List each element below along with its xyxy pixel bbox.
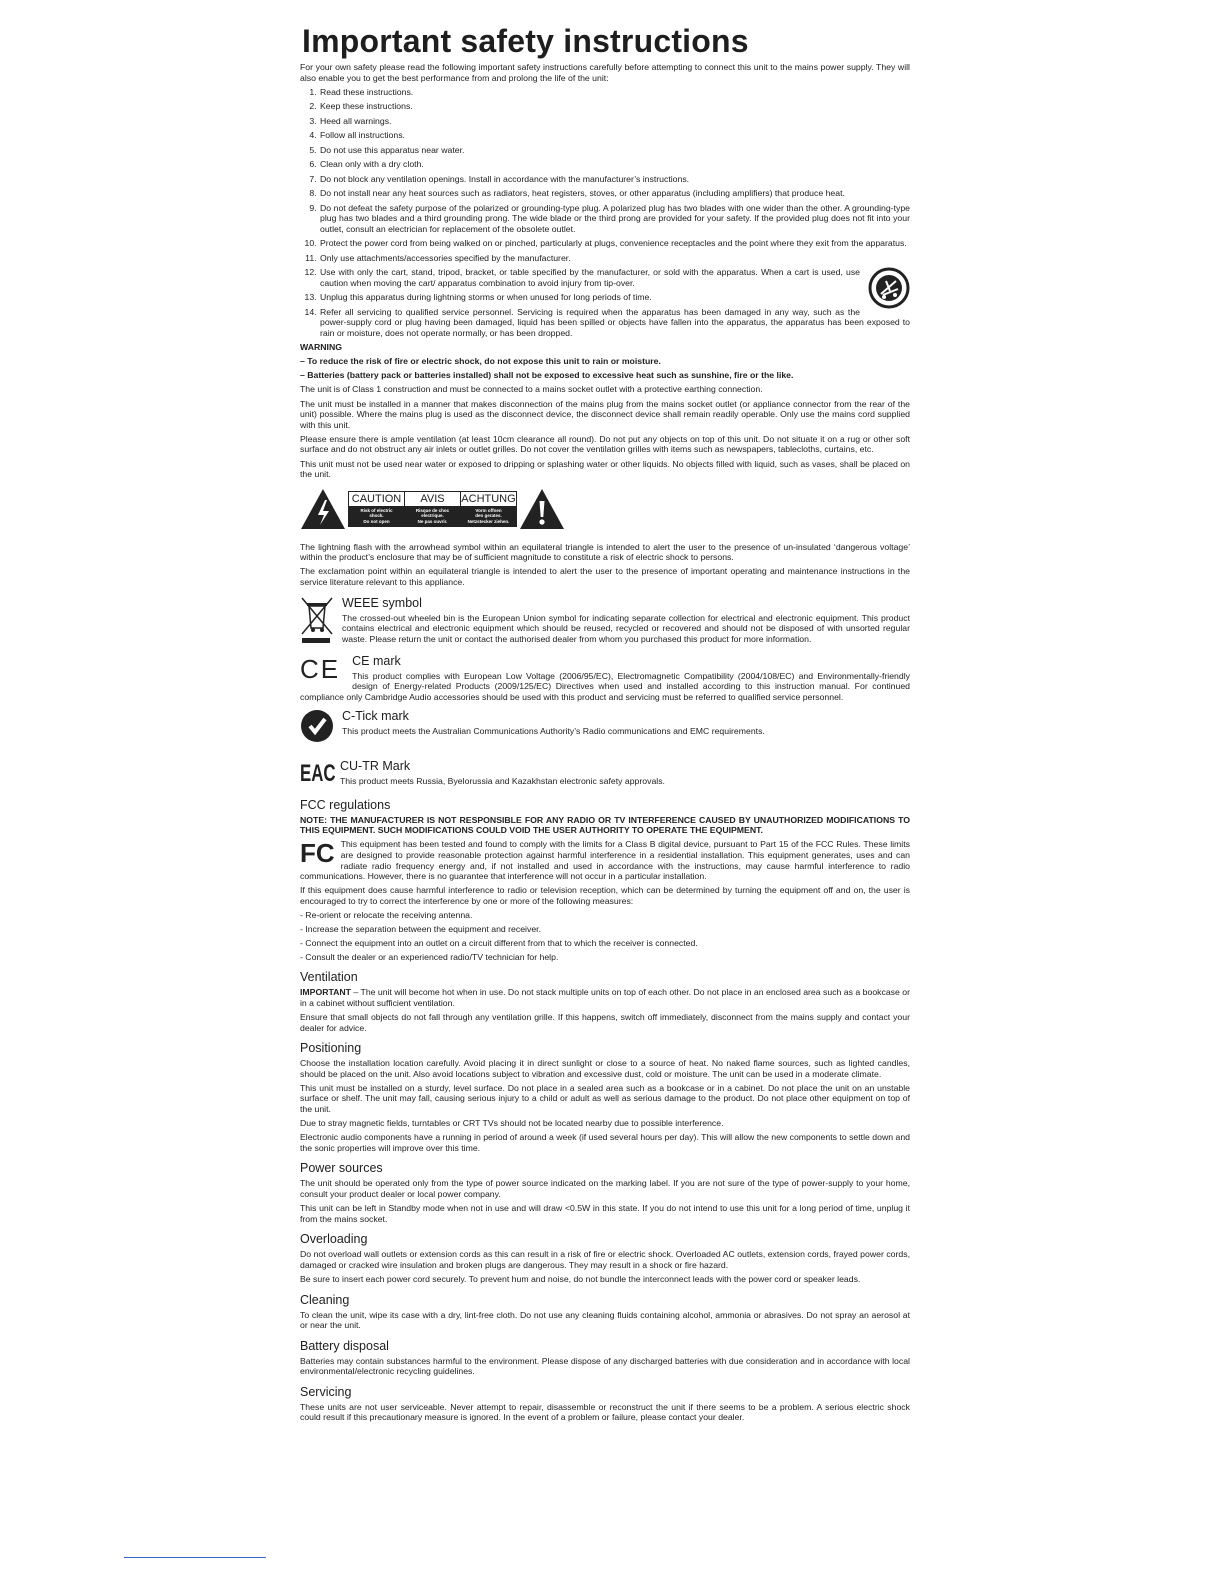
eac-mark-icon: EAC [300, 759, 336, 787]
lightning-triangle-icon [300, 488, 346, 530]
warning-item: – Batteries (battery pack or batteries installed) shall not be exposed to excessive heat such as sunshine, fire or the like. [300, 370, 794, 381]
symbol-paragraph: The lightning flash with the arrowhead symbol within an equilateral triangle is intended to alert the user to the presence of un-insulated ‘dangerous voltage’ within the product’s enclosure that may be of sufficient magnitude to constitute a risk of electric shock to persons. [300, 541, 910, 563]
fcc-title: FCC regulations [300, 797, 391, 812]
ctick-section [300, 709, 910, 743]
caution-sub: Vorm offnen den gerates. Netzstecker ziehen. [461, 506, 517, 526]
footer-link-underline [124, 1557, 266, 1558]
list-item: 10. Protect the power cord from being walked on or pinched, particularly at plugs, convenience receptacles and the point where they exit from the apparatus. [319, 238, 910, 249]
caution-header: CAUTION [349, 491, 405, 506]
list-item: 9. Do not defeat the safety purpose of the polarized or grounding-type plug. A polarized plug has two blades with one wider than the other. A grounding-type plug has two blades and a third grounding prong. The wide blade or the third prong are provided for your safety. If the provided plug does not fit into your outlet, consult an electrician for replacement of the obsolete outlet. [319, 203, 910, 235]
ctick-mark-icon [300, 709, 334, 743]
warning-paragraph: The unit must be installed in a manner that makes disconnection of the mains plug from the mains socket outlet (or appliance connector from the rear of the unit) possible. Where the mains plug is used as the disconnect device, the disconnect device shall remain readily operable. Only use the mains cord supplied with this unit. [300, 398, 910, 430]
cleaning-paragraph: To clean the unit, wipe its case with a dry, lint-free cloth. Do not use any cleaning fluids containing alcohol, ammonia or abrasives. Do not spray an aerosol at or near the unit. [300, 1309, 910, 1331]
servicing-paragraph: These units are not user serviceable. Never attempt to repair, disassemble or reconstruct the unit if there seems to be a problem. A serious electric shock could result if this precautionary measure is ignored. In the event of a problem or failure, please contact your dealer. [300, 1401, 910, 1423]
positioning-paragraph: Due to stray magnetic fields, turntables or CRT TVs should not be located nearby due to possible interference. [300, 1118, 724, 1129]
caution-sub: Risk of electric shock. Do not open [349, 506, 405, 526]
list-item: 3. Heed all warnings. [319, 116, 910, 127]
warning-heading: WARNING [300, 342, 342, 353]
list-item: 2. Keep these instructions. [319, 101, 910, 112]
weee-title: WEEE symbol [342, 595, 422, 610]
positioning-paragraph: Choose the installation location carefully. Avoid placing it in direct sunlight or close to a source of heat. No naked flame sources, such as lighted candles, should be placed on the unit. Also avoid locations subject to vibration and excessive dust, cold or moisture. The unit can be used in a moderate climate. [300, 1058, 910, 1079]
weee-bin-icon [300, 596, 334, 644]
ctick-text: This product meets the Australian Communications Authority’s Radio communications and EMC requirements. [342, 725, 765, 736]
fcc-paragraph: If this equipment does cause harmful interference to radio or television reception, which can be determined by turning the equipment off and on, the user is encouraged to try to correct the interference by one or more of the following measures: [300, 885, 910, 906]
fcc-logo-icon: FC [300, 838, 335, 869]
list-item: 6. Clean only with a dry cloth. [319, 159, 910, 170]
warning-item: – To reduce the risk of fire or electric shock, do not expose this unit to rain or moisture. [300, 356, 661, 367]
list-item: 5. Do not use this apparatus near water. [319, 145, 910, 156]
safety-document [300, 22, 910, 1427]
positioning-paragraph: Electronic audio components have a running in period of around a week (if used several hours per day). This will allow the new components to settle down and the sonic properties will improve over this time. [300, 1132, 910, 1153]
ce-text: This product complies with European Low Voltage (2006/95/EC), Electromagnetic Compatibility (2004/108/EC) and Environmentally-friendly design of Energy-related Products (2009/125/EC) Directives when used and installed according to this instruction manual. For continued compliance only Cambridge Audio accessories should be used with this product and servicing must be referred to qualified service personnel. [300, 670, 910, 703]
cutr-title: CU-TR Mark [340, 758, 411, 773]
exclamation-triangle-icon [519, 488, 565, 530]
caution-sub: Risque de choc electrique. Ne pas ouvrir. [405, 506, 461, 526]
caution-header: ACHTUNG [461, 492, 516, 505]
list-item [319, 267, 910, 288]
weee-section [300, 596, 910, 648]
power-paragraph: This unit can be left in Standby mode when not in use and will draw <0.5W in this state. If you do not intend to use this unit for a long period of time, unplug it from the mains socket. [300, 1203, 910, 1224]
overloading-paragraph: Do not overload wall outlets or extension cords as this can result in a risk of fire or electric shock. Overloaded AC outlets, extension cords, frayed power cords, damaged or cracked wire insulation and broken plugs are dangerous. They may result in a shock or fire hazard. [300, 1249, 910, 1270]
list-item: 1. Read these instructions. [319, 87, 910, 98]
list-item: 4. Follow all instructions. [319, 130, 910, 141]
ce-mark-icon: CE [300, 653, 341, 684]
battery-paragraph: Batteries may contain substances harmful to the environment. Please dispose of any discharged batteries with due consideration and in accordance with local environmental/electronic recycling guidelines. [300, 1355, 910, 1377]
ventilation-title: Ventilation [300, 970, 358, 985]
list-item: 14. Refer all servicing to qualified service personnel. Servicing is required when the apparatus has been damaged in any way, such as the power-supply cord or plug having been damaged, liquid has been spilled or objects have fallen into the apparatus, the apparatus has been exposed to rain or moisture, does not operate normally, or has been dropped. [319, 307, 910, 339]
ventilation-paragraph: IMPORTANT – The unit will become hot when in use. Do not stack multiple units on top of each other. Do not place in an enclosed area such as a bookcase or in a cabinet without sufficient ventilation. [300, 987, 910, 1008]
list-item-text: Use with only the cart, stand, tripod, bracket, or table specified by the manufacturer, or sold with the apparatus. When a cart is used, use caution when moving the cart/ apparatus combination to avoid injury from tip-over. [320, 267, 860, 288]
list-item: 13. Unplug this apparatus during lightning storms or when unused for long periods of time. [319, 292, 910, 303]
warning-paragraph: The unit is of Class 1 construction and must be connected to a mains socket outlet with a protective earthing connection. [300, 384, 763, 395]
fcc-paragraph: This equipment has been tested and found to comply with the limits for a Class B digital device, pursuant to Part 15 of the FCC Rules. These limits are designed to provide reasonable protection against harmful interference in a residential installation. This equipment generates, uses and can radiate radio frequency energy and, if not installed and used in accordance with the instructions, may cause harmful interference to radio communications. However, there is no guarantee that interference will not occur in a particular installation. [300, 839, 910, 882]
page-title: Important safety instructions [302, 23, 749, 59]
ce-title: CE mark [352, 653, 401, 668]
power-paragraph: The unit should be operated only from the type of power source indicated on the marking label. If you are not sure of the type of power-supply to your home, consult your product dealer or local power company. [300, 1178, 910, 1199]
fcc-measure: - Re-orient or relocate the receiving antenna. [300, 909, 473, 920]
cart-tipover-icon [868, 267, 910, 309]
positioning-title: Positioning [300, 1041, 362, 1056]
instruction-list [300, 87, 910, 339]
ce-section [300, 654, 910, 703]
weee-text: The crossed-out wheeled bin is the European Union symbol for indicating separate collection for electrical and electronic equipment. This product contains electrical and electronic equipment which should be reused, recycled or recovered and should not be disposed of with unsorted regular waste. Please return the unit or contact the authorised dealer from whom you purchased this product for more information. [342, 612, 910, 644]
fcc-body [300, 839, 910, 881]
cleaning-title: Cleaning [300, 1292, 350, 1307]
overloading-paragraph: Be sure to insert each power cord securely. To prevent hum and noise, do not bundle the interconnect leads with the power cord or speaker leads. [300, 1273, 861, 1284]
ctick-title: C-Tick mark [342, 708, 409, 723]
fcc-note: NOTE: THE MANUFACTURER IS NOT RESPONSIBLE FOR ANY RADIO OR TV INTERFERENCE CAUSED BY UNAUTHORIZED MODIFICATIONS TO THIS EQUIPMENT. SUCH MODIFICATIONS COULD VOID THE USER AUTHORITY TO OPERATE THE EQUIPMENT. [300, 814, 910, 836]
symbol-paragraph: The exclamation point within an equilateral triangle is intended to alert the user to the presence of important operating and maintenance instructions in the service literature relevant to this appliance. [300, 566, 910, 587]
list-item: 11. Only use attachments/accessories specified by the manufacturer. [319, 253, 910, 264]
fcc-measure: - Connect the equipment into an outlet on a circuit different from that to which the receiver is connected. [300, 937, 698, 948]
list-item: 8. Do not install near any heat sources such as radiators, heat registers, stoves, or other apparatus (including amplifiers) that produce heat. [319, 188, 910, 199]
fcc-measure: - Consult the dealer or an experienced radio/TV technician for help. [300, 951, 559, 962]
positioning-paragraph: This unit must be installed on a sturdy, level surface. Do not place in a sealed area such as a bookcase or in a cabinet. Do not place the unit on an unstable surface or shelf. The unit may fall, causing serious injury to a child or adult as well as serious damage to the product. Do not place other equipment on top of the unit. [300, 1082, 910, 1114]
warning-paragraph: This unit must not be used near water or exposed to dripping or splashing water or other liquids. No objects filled with liquid, such as vases, shall be placed on the unit. [300, 458, 910, 480]
intro-text: For your own safety please read the following important safety instructions carefully before attempting to connect this unit to the mains power supply. They will also enable you to get the best performance from and prolong the life of the unit: [300, 62, 910, 83]
ventilation-paragraph: Ensure that small objects do not fall through any ventilation grille. If this happens, switch off immediately, disconnect from the mains supply and contact your dealer for advice. [300, 1011, 910, 1033]
cutr-section [300, 759, 910, 790]
battery-title: Battery disposal [300, 1338, 389, 1353]
cutr-text: This product meets Russia, Byelorussia and Kazakhstan electronic safety approvals. [340, 775, 665, 786]
servicing-title: Servicing [300, 1384, 352, 1399]
fcc-measure: - Increase the separation between the equipment and receiver. [300, 923, 541, 934]
overloading-title: Overloading [300, 1232, 368, 1247]
caution-table [348, 491, 517, 527]
power-title: Power sources [300, 1161, 383, 1176]
warning-paragraph: Please ensure there is ample ventilation (at least 10cm clearance all round). Do not put any objects on top of this unit. Do not situate it on a rug or other soft surface and do not obstruct any air inlets or outlet grilles. Do not cover the ventilation grilles with items such as newspapers, tablecloths, curtains, etc. [300, 433, 910, 455]
list-item: 7. Do not block any ventilation openings. Install in accordance with the manufacturer’s instructions. [319, 174, 910, 185]
caution-header: AVIS [405, 491, 461, 506]
caution-label [300, 488, 910, 530]
